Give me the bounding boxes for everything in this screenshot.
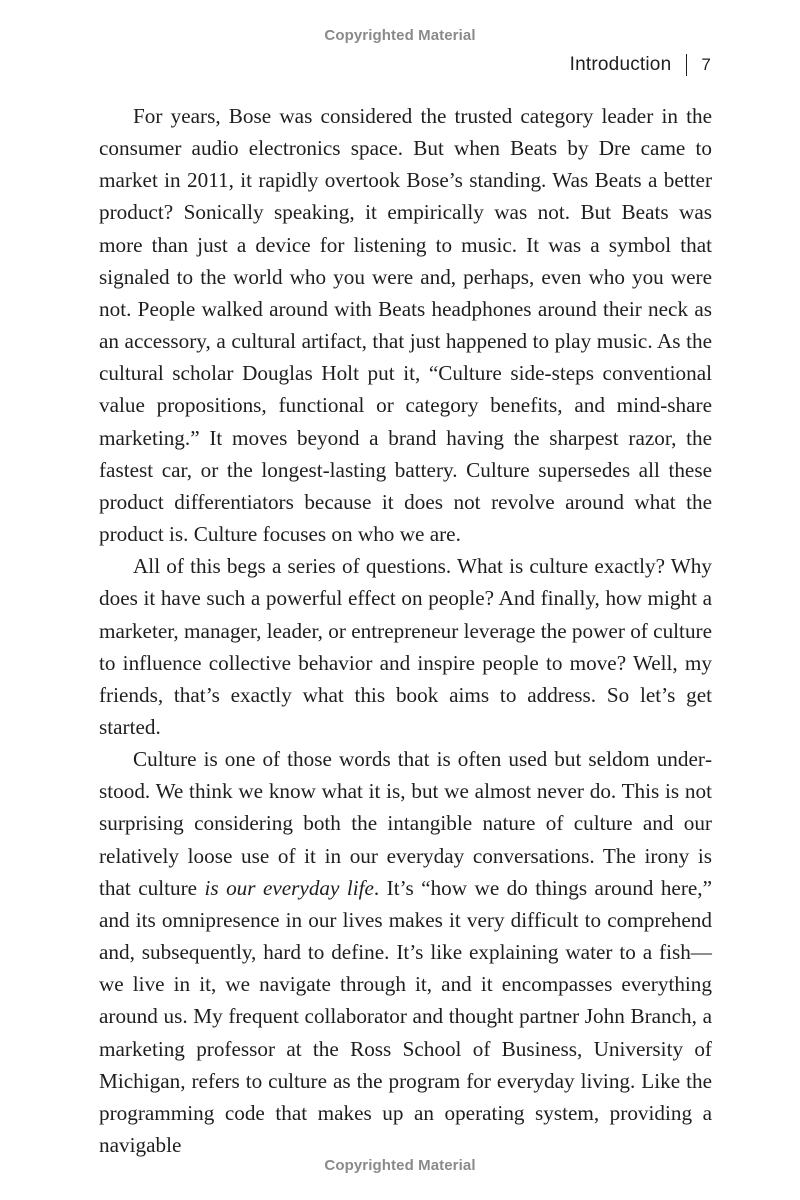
- watermark-bottom: Copyrighted Material: [324, 1157, 476, 1174]
- body-text: [99, 100, 712, 1161]
- paragraph-3-italic: is our everyday life: [204, 875, 374, 900]
- paragraph-2: All of this begs a series of questions. What is culture exactly? Why does it have such a powerful effect on people? And finally, how might a marketer, manager, leader, or entrepreneur leverage the power of culture to influence collective behavior and inspire people to move? Well, my friends, that’s exactly what this book aims to address. So let’s get started.: [99, 554, 712, 739]
- running-head: [570, 54, 711, 76]
- paragraph-3: [99, 743, 712, 1161]
- page-number: 7: [701, 55, 711, 74]
- paragraph-3-end: . It’s “how we do things around here,” and its omnipresence in our lives makes it very difficult to comprehend and, subsequently, hard to define. It’s like explaining water to a fish—we live in it, we navigate through it, and it encompasses everything around us. My frequent collaborator and thought partner John Branch, a marketing professor at the Ross School of Business, University of Michigan, refers to culture as the program for everyday living. Like the programming code that makes up an operating system, providing a navigable: [99, 875, 712, 1157]
- header-divider: [686, 54, 687, 76]
- paragraph-1: For years, Bose was considered the trusted category leader in the consumer audio electronics space. But when Beats by Dre came to market in 2011, it rapidly overtook Bose’s standing. Was Beats a better product? Sonically speaking, it empirically was not. But Beats was more than just a device for listening to music. It was a symbol that signaled to the world who you were and, perhaps, even who you were not. People walked around with Beats headphones around their neck as an accessory, a cultural artifact, that just happened to play music. As the cultural scholar Douglas Holt put it, “Culture side-steps conventional value propositions, functional or category benefits, and mind-share marketing.” It moves beyond a brand having the sharpest razor, the fastest car, or the longest-lasting battery. Culture supersedes all these product differentiators because it does not revolve around what the product is. Culture focuses on who we are.: [99, 104, 712, 547]
- paragraph-3-start: Culture is one of those words that is often used but seldom understood. We think we know what it is, but we almost never do. This is not surprising considering both the intangible nature of culture and our relatively loose use of it in our everyday conversations. The irony is that culture: [99, 747, 712, 900]
- watermark-top: Copyrighted Material: [324, 27, 476, 44]
- section-title: Introduction: [569, 54, 672, 75]
